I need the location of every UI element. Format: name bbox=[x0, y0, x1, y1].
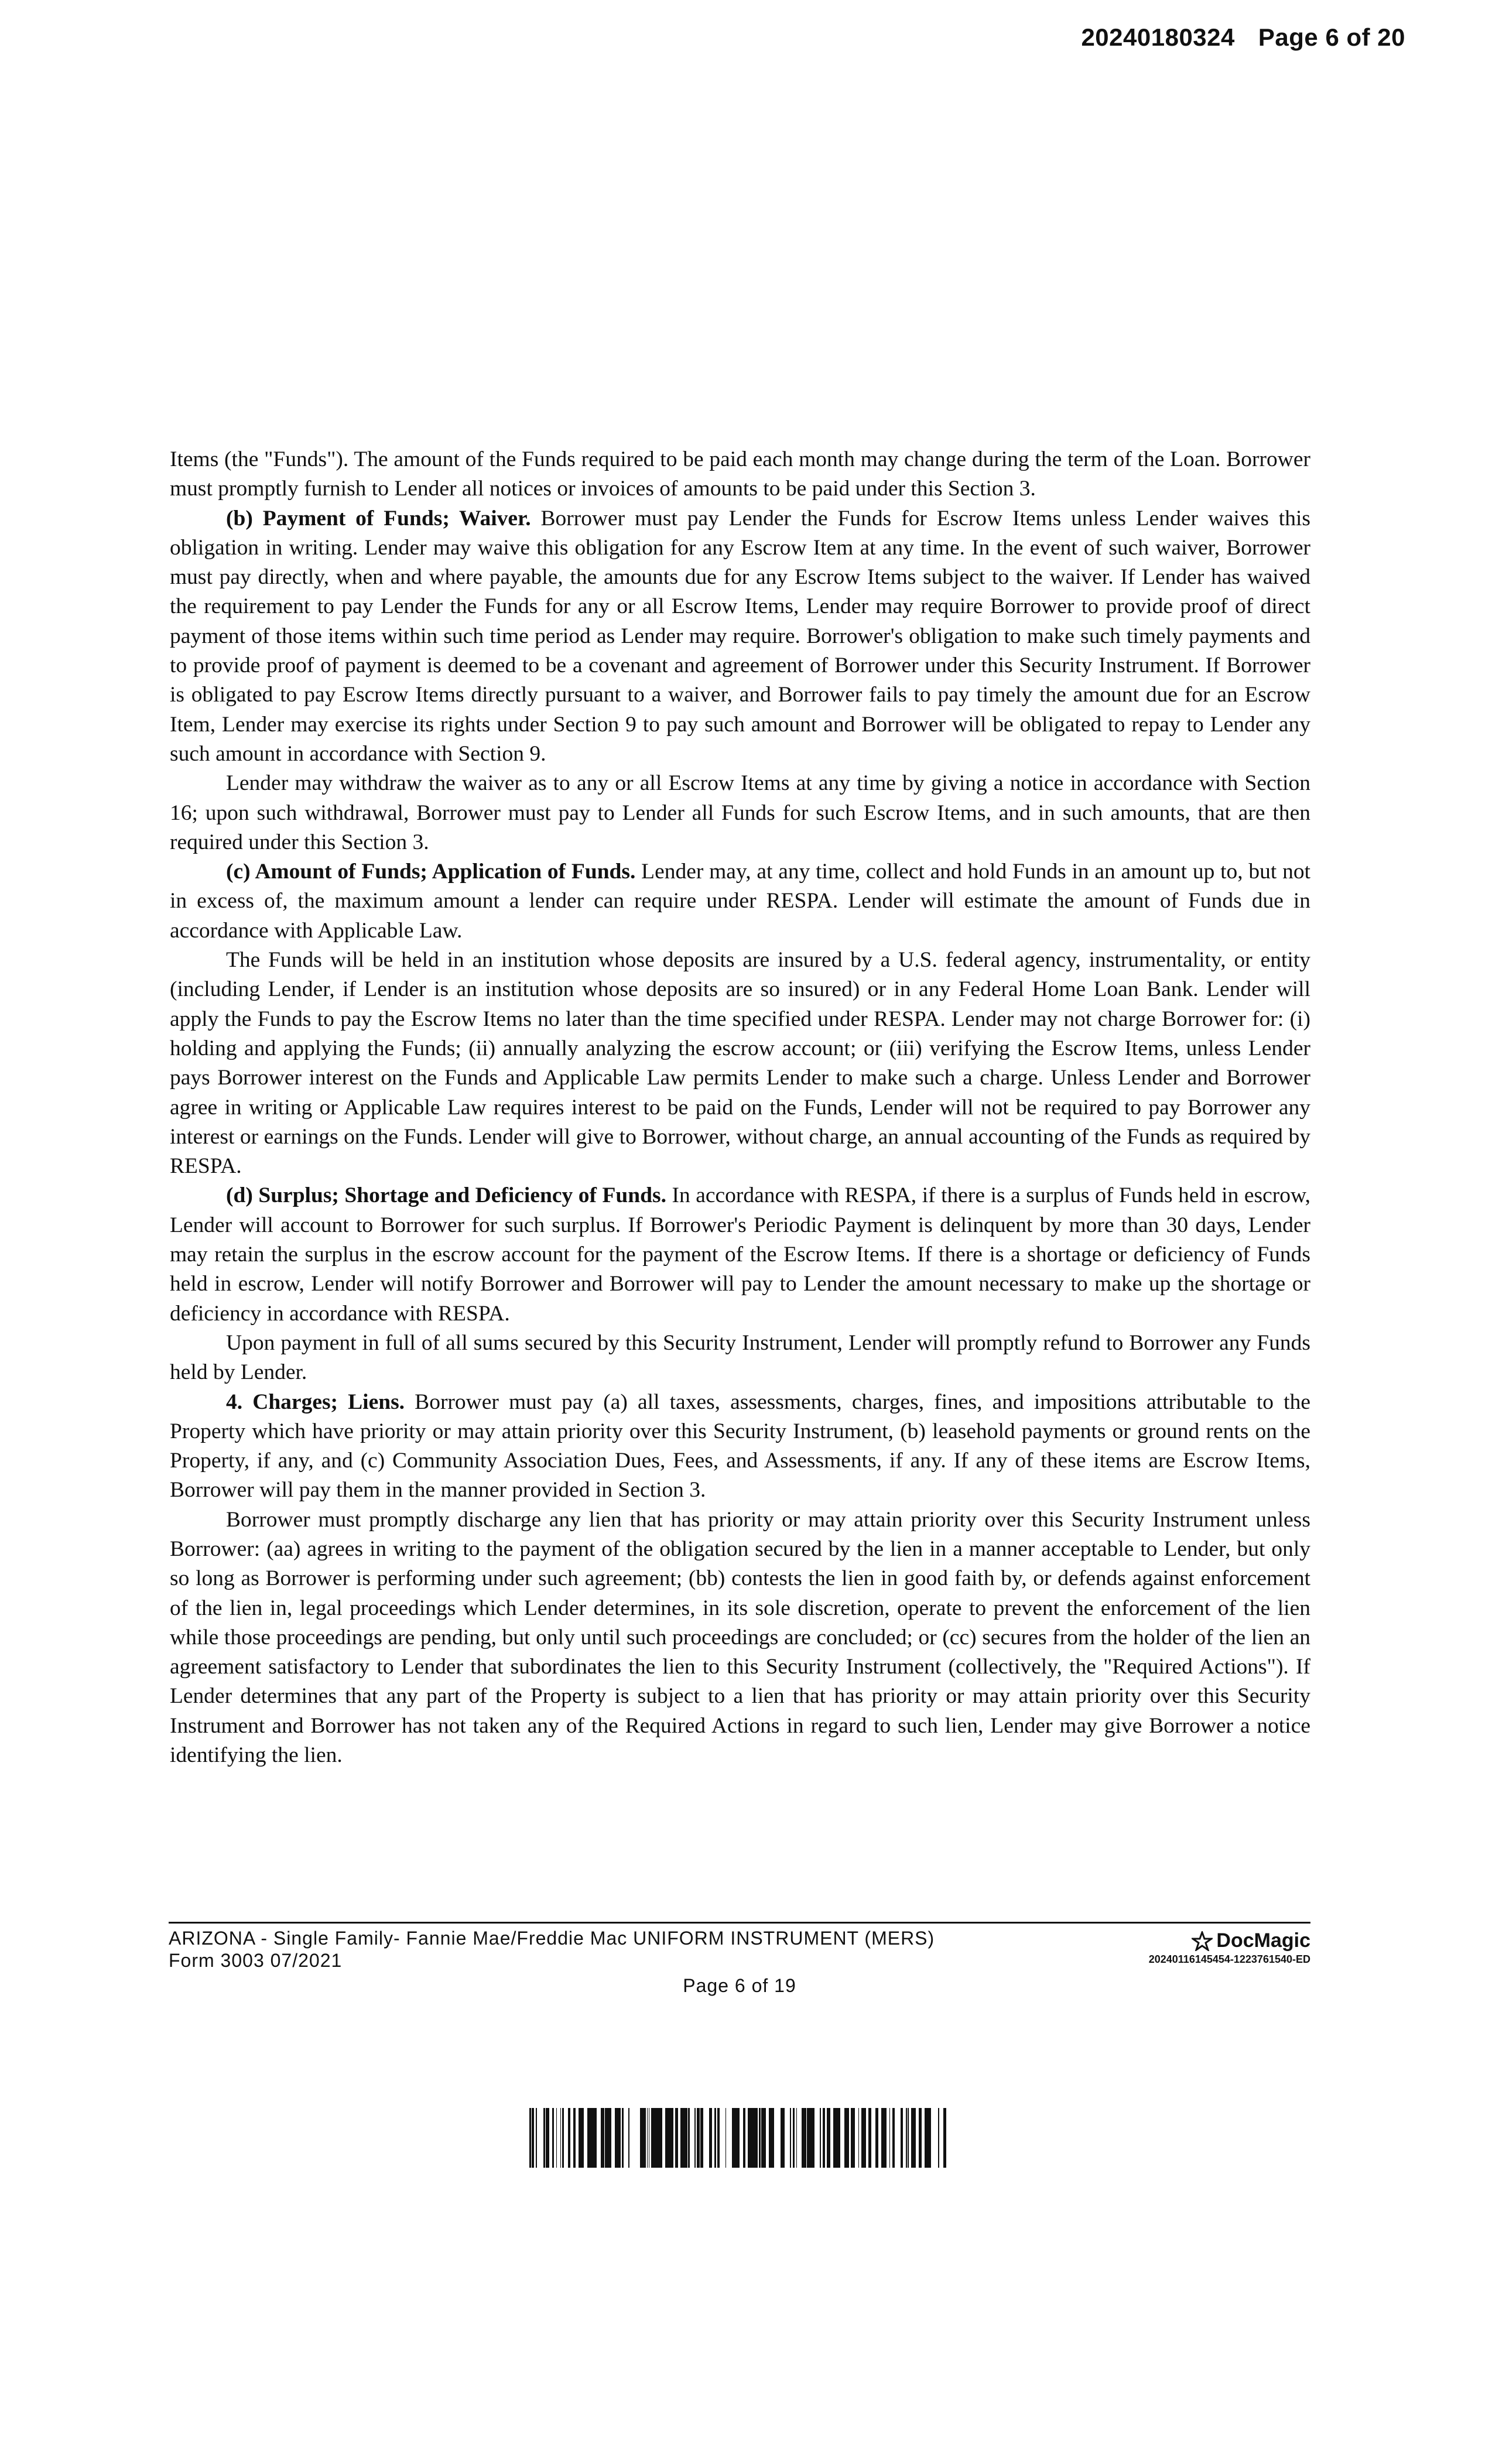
paragraph-text: In accordance with RESPA, if there is a surplus of Funds held in escrow, Lender will account to Borrower for such surplus. If Borrower's Periodic Payment is delinquent by more than 30 days, Lender may retain the surplus in the escrow account for the payment of the Escrow Items. If there is a shortage or deficiency of Funds held in escrow, Lender will notify Borrower and Borrower will pay to Lender the amount necessary to make up the shortage or deficiency in accordance with RESPA. bbox=[170, 1183, 1310, 1326]
paragraph bbox=[170, 1505, 1310, 1771]
paragraph bbox=[170, 1388, 1310, 1505]
document-id: 20240116145454-1223761540-ED bbox=[1148, 1953, 1310, 1965]
recording-stamp bbox=[1081, 23, 1405, 52]
form-number: Form 3003 07/2021 bbox=[169, 1950, 343, 1971]
form-identification bbox=[169, 1927, 935, 1972]
paragraph-text: Borrower must pay Lender the Funds for Escrow Items unless Lender waives this obligation in writing. Lender may waive this obligation for any Escrow Item at any time. In the event of such waiver, Borrower must pay directly, when and where payable, the amounts due for any Escrow Items subject to the waiver. If Lender has waived the requirement to pay Lender the Funds for any or all Escrow Items, Lender may require Borrower to provide proof of direct payment of those items within such time period as Lender may require. Borrower's obligation to make such timely payments and to provide proof of payment is deemed to be a covenant and agreement of Borrower under this Security Instrument. If Borrower is obligated to pay Escrow Items directly pursuant to a waiver, and Borrower fails to pay timely the amount due for an Escrow Item, Lender may exercise its rights under Section 9 to pay such amount and Borrower will be obligated to repay to Lender any such amount in accordance with Section 9. bbox=[170, 506, 1310, 766]
document-body bbox=[170, 445, 1310, 1770]
star-icon bbox=[1192, 1931, 1213, 1951]
barcode-icon bbox=[529, 2108, 951, 2168]
paragraph-text: Items (the "Funds"). The amount of the Funds required to be paid each month may change during the term of the Loan. Borrower must promptly furnish to Lender all notices or invoices of amounts to be paid under this Section 3. bbox=[170, 447, 1310, 501]
paragraph-text: Upon payment in full of all sums secured by this Security Instrument, Lender will promptly refund to Borrower any Funds held by Lender. bbox=[170, 1330, 1310, 1385]
form-page-number: Page 6 of 19 bbox=[683, 1975, 796, 1996]
recording-page-label: Page 6 of 20 bbox=[1258, 23, 1405, 51]
paragraph bbox=[170, 1329, 1310, 1388]
section-heading: (c) Amount of Funds; Application of Funds. bbox=[226, 860, 636, 884]
paragraph-text: Lender may withdraw the waiver as to any or all Escrow Items at any time by giving a notice in accordance with Section 16; upon such withdrawal, Borrower must pay to Lender all Funds for such Escrow Items, and in such amounts, that are then required under this Section 3. bbox=[170, 771, 1310, 854]
paragraph bbox=[170, 1181, 1310, 1328]
brand-name: DocMagic bbox=[1216, 1929, 1310, 1952]
paragraph bbox=[170, 445, 1310, 504]
recording-number: 20240180324 bbox=[1081, 23, 1235, 51]
section-heading: 4. Charges; Liens. bbox=[226, 1390, 405, 1414]
docmagic-branding bbox=[1149, 1929, 1310, 1966]
paragraph bbox=[170, 857, 1310, 946]
paragraph-text: Lender may, at any time, collect and hold Funds in an amount up to, but not in excess of, the maximum amount a lender can require under RESPA. Lender will estimate the amount of Funds due in accordance with Applicable Law. bbox=[170, 860, 1311, 943]
form-title: ARIZONA - Single Family- Fannie Mae/Freddie Mac UNIFORM INSTRUMENT (MERS) bbox=[169, 1928, 935, 1949]
form-footer bbox=[169, 1922, 1310, 1996]
paragraph-text: The Funds will be held in an institution whose deposits are insured by a U.S. federal agency, instrumentality, or entity (including Lender, if Lender is an institution whose deposits are so insured) or in any Federal Home Loan Bank. Lender will apply the Funds to pay the Escrow Items no later than the time specified under RESPA. Lender may not charge Borrower for: (i) holding and applying the Funds; (ii) annually analyzing the escrow account; or (iii) verifying the Escrow Items, unless Lender pays Borrower interest on the Funds and Applicable Law permits Lender to make such a charge. Unless Lender and Borrower agree in writing or Applicable Law requires interest to be paid on the Funds, Lender will not be required to pay Borrower any interest or earnings on the Funds. Lender will give to Borrower, without charge, an annual accounting of the Funds as required by RESPA. bbox=[170, 948, 1310, 1179]
paragraph bbox=[170, 504, 1310, 769]
section-heading: (d) Surplus; Shortage and Deficiency of Funds. bbox=[226, 1183, 666, 1208]
paragraph-text: Borrower must pay (a) all taxes, assessments, charges, fines, and impositions attributable to the Property which have priority or may attain priority over this Security Instrument, (b) leasehold payments or ground rents on the Property, if any, and (c) Community Association Dues, Fees, and Assessments, if any. If any of these items are Escrow Items, Borrower will pay them in the manner provided in Section 3. bbox=[170, 1390, 1310, 1503]
paragraph bbox=[170, 769, 1310, 857]
paragraph bbox=[170, 946, 1310, 1181]
section-heading: (b) Payment of Funds; Waiver. bbox=[226, 506, 531, 531]
docmagic-logo bbox=[1149, 1929, 1310, 1952]
paragraph-text: Borrower must promptly discharge any lien that has priority or may attain priority over this Security Instrument unless Borrower: (aa) agrees in writing to the payment of the obligation secured by the lien in a manner acceptable to Lender, but only so long as Borrower is performing under such agreement; (bb) contests the lien in good faith by, or defends against enforcement of the lien in, legal proceedings which Lender determines, in its sole discretion, operate to prevent the enforcement of the lien while those proceedings are pending, but only until such proceedings are concluded; or (cc) secures from the holder of the lien an agreement satisfactory to Lender that subordinates the lien to this Security Instrument (collectively, the "Required Actions"). If Lender determines that any part of the Property is subject to a lien that has priority or may attain priority over this Security Instrument and Borrower has not taken any of the Required Actions in regard to such lien, Lender may give Borrower a notice identifying the lien. bbox=[170, 1507, 1310, 1768]
